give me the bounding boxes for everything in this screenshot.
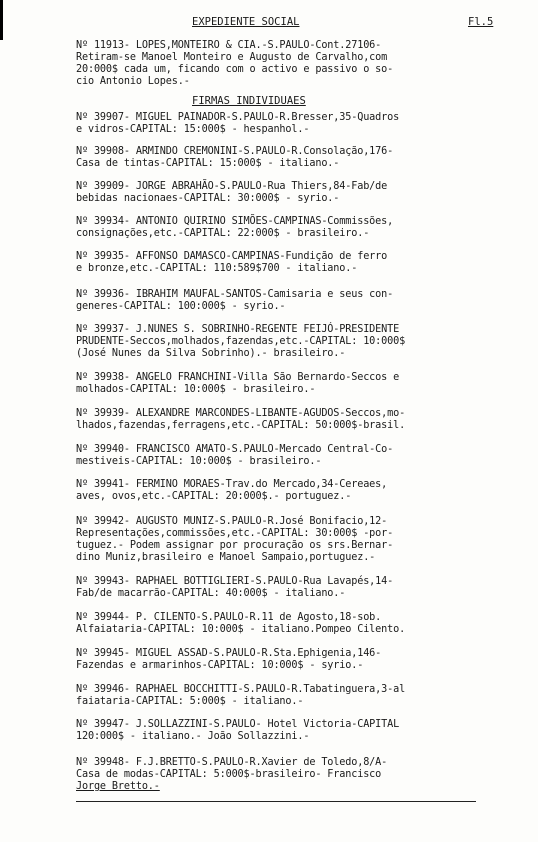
- entry-line: Nº 39935- AFFONSO DAMASCO-CAMPINAS-Fundição de ferro: [76, 251, 388, 262]
- page-number: Fl.5: [468, 16, 494, 28]
- entry-line: Representações,commissões,etc.-CAPITAL: 30:000$ -por-: [76, 528, 394, 539]
- entry-line: Nº 39946- RAPHAEL BOCCHITTI-S.PAULO-R.Tabatinguera,3-al: [76, 684, 406, 695]
- entry-line: bebidas nacionaes-CAPITAL: 30:000$ - syrio.-: [76, 193, 340, 204]
- entry-line: Casa de tintas-CAPITAL: 15:000$ - italiano.-: [76, 158, 340, 169]
- entry-line: cio Antonio Lopes.-: [76, 76, 190, 87]
- entry-line: Nº 39947- J.SOLLAZZINI-S.PAULO- Hotel Victoria-CAPITAL: [76, 719, 400, 730]
- entry-line: 20:000$ cada um, ficando com o activo e passivo o so-: [76, 64, 394, 75]
- entry-line: Jorge Bretto.-: [76, 781, 160, 792]
- entry-line: mestiveis-CAPITAL: 10:000$ - brasileiro.-: [76, 456, 322, 467]
- entry-line: e vidros-CAPITAL: 15:000$ - hespanhol.-: [76, 124, 310, 135]
- entry-line: Nº 39948- F.J.BRETTO-S.PAULO-R.Xavier de Toledo,8/A-: [76, 757, 388, 768]
- section-heading: FIRMAS INDIVIDUAES: [192, 95, 306, 107]
- entry-line: molhados-CAPITAL: 10:000$ - brasileiro.-: [76, 384, 316, 395]
- entry-line: Nº 39943- RAPHAEL BOTTIGLIERI-S.PAULO-Rua Lavapés,14-: [76, 576, 394, 587]
- entry-line: Nº 39944- P. CILENTO-S.PAULO-R.11 de Agosto,18-sob.: [76, 612, 382, 623]
- entry-line: (José Nunes da Silva Sobrinho).- brasileiro.-: [76, 348, 346, 359]
- entry-line: PRUDENTE-Seccos,molhados,fazendas,etc.-CAPITAL: 10:000$: [76, 336, 406, 347]
- entry-line: Nº 11913- LOPES,MONTEIRO & CIA.-S.PAULO-Cont.27106-: [76, 40, 382, 51]
- entry-line: Nº 39938- ANGELO FRANCHINI-Villa São Bernardo-Seccos e: [76, 372, 400, 383]
- entry-line: Nº 39939- ALEXANDRE MARCONDES-LIBANTE-AGUDOS-Seccos,mo-: [76, 408, 406, 419]
- entry-line: lhados,fazendas,ferragens,etc.-CAPITAL: 50:000$-brasil.: [76, 420, 406, 431]
- entry-line: 120:000$ - italiano.- João Sollazzini.-: [76, 731, 310, 742]
- entry-line: Nº 39937- J.NUNES S. SOBRINHO-REGENTE FEIJÓ-PRESIDENTE: [76, 324, 400, 335]
- entry-line: Casa de modas-CAPITAL: 5:000$-brasileiro- Francisco: [76, 769, 382, 780]
- entry-line: Nº 39909- JORGE ABRAHÃO-S.PAULO-Rua Thiers,84-Fab/de: [76, 181, 388, 192]
- entry-line: Fab/de macarrão-CAPITAL: 40:000$ - italiano.-: [76, 588, 346, 599]
- entry-line: Nº 39940- FRANCISCO AMATO-S.PAULO-Mercado Central-Co-: [76, 444, 394, 455]
- entry-line: generes-CAPITAL: 100:000$ - syrio.-: [76, 301, 286, 312]
- entry-line: Nº 39934- ANTONIO QUIRINO SIMÕES-CAMPINAS-Commissões,: [76, 216, 394, 227]
- entry-line: Nº 39908- ARMINDO CREMONINI-S.PAULO-R.Consolação,176-: [76, 146, 394, 157]
- entry-line: faiataria-CAPITAL: 5:000$ - italiano.-: [76, 696, 304, 707]
- entry-line: aves, ovos,etc.-CAPITAL: 20:000$.- portuguez.-: [76, 491, 352, 502]
- closing-rule: [76, 801, 476, 802]
- entry-line: Nº 39907- MIGUEL PAINADOR-S.PAULO-R.Bresser,35-Quadros: [76, 112, 400, 123]
- entry-line: e bronze,etc.-CAPITAL: 110:589$700 - italiano.-: [76, 263, 358, 274]
- entry-line: Fazendas e armarinhos-CAPITAL: 10:000$ - syrio.-: [76, 660, 364, 671]
- entry-line: dino Muniz,brasileiro e Manoel Sampaio,portuguez.-: [76, 552, 376, 563]
- page-title: EXPEDIENTE SOCIAL: [192, 16, 300, 28]
- entry-line: Nº 39941- FERMINO MORAES-Trav.do Mercado,34-Cereaes,: [76, 479, 388, 490]
- entry-line: Alfaiataria-CAPITAL: 10:000$ - italiano.Pompeo Cilento.: [76, 624, 406, 635]
- entry-line: Nº 39936- IBRAHIM MAUFAL-SANTOS-Camisaria e seus con-: [76, 289, 394, 300]
- entry-line: Nº 39942- AUGUSTO MUNIZ-S.PAULO-R.José Bonifacio,12-: [76, 516, 388, 527]
- entry-line: Nº 39945- MIGUEL ASSAD-S.PAULO-R.Sta.Ephigenia,146-: [76, 648, 382, 659]
- entry-line: Retiram-se Manoel Monteiro e Augusto de Carvalho,com: [76, 52, 388, 63]
- page-edge-mark: [0, 0, 3, 40]
- entry-line: tuguez.- Podem assignar por procuração os srs.Bernar-: [76, 540, 394, 551]
- entry-line: consignações,etc.-CAPITAL: 22:000$ - brasileiro.-: [76, 228, 370, 239]
